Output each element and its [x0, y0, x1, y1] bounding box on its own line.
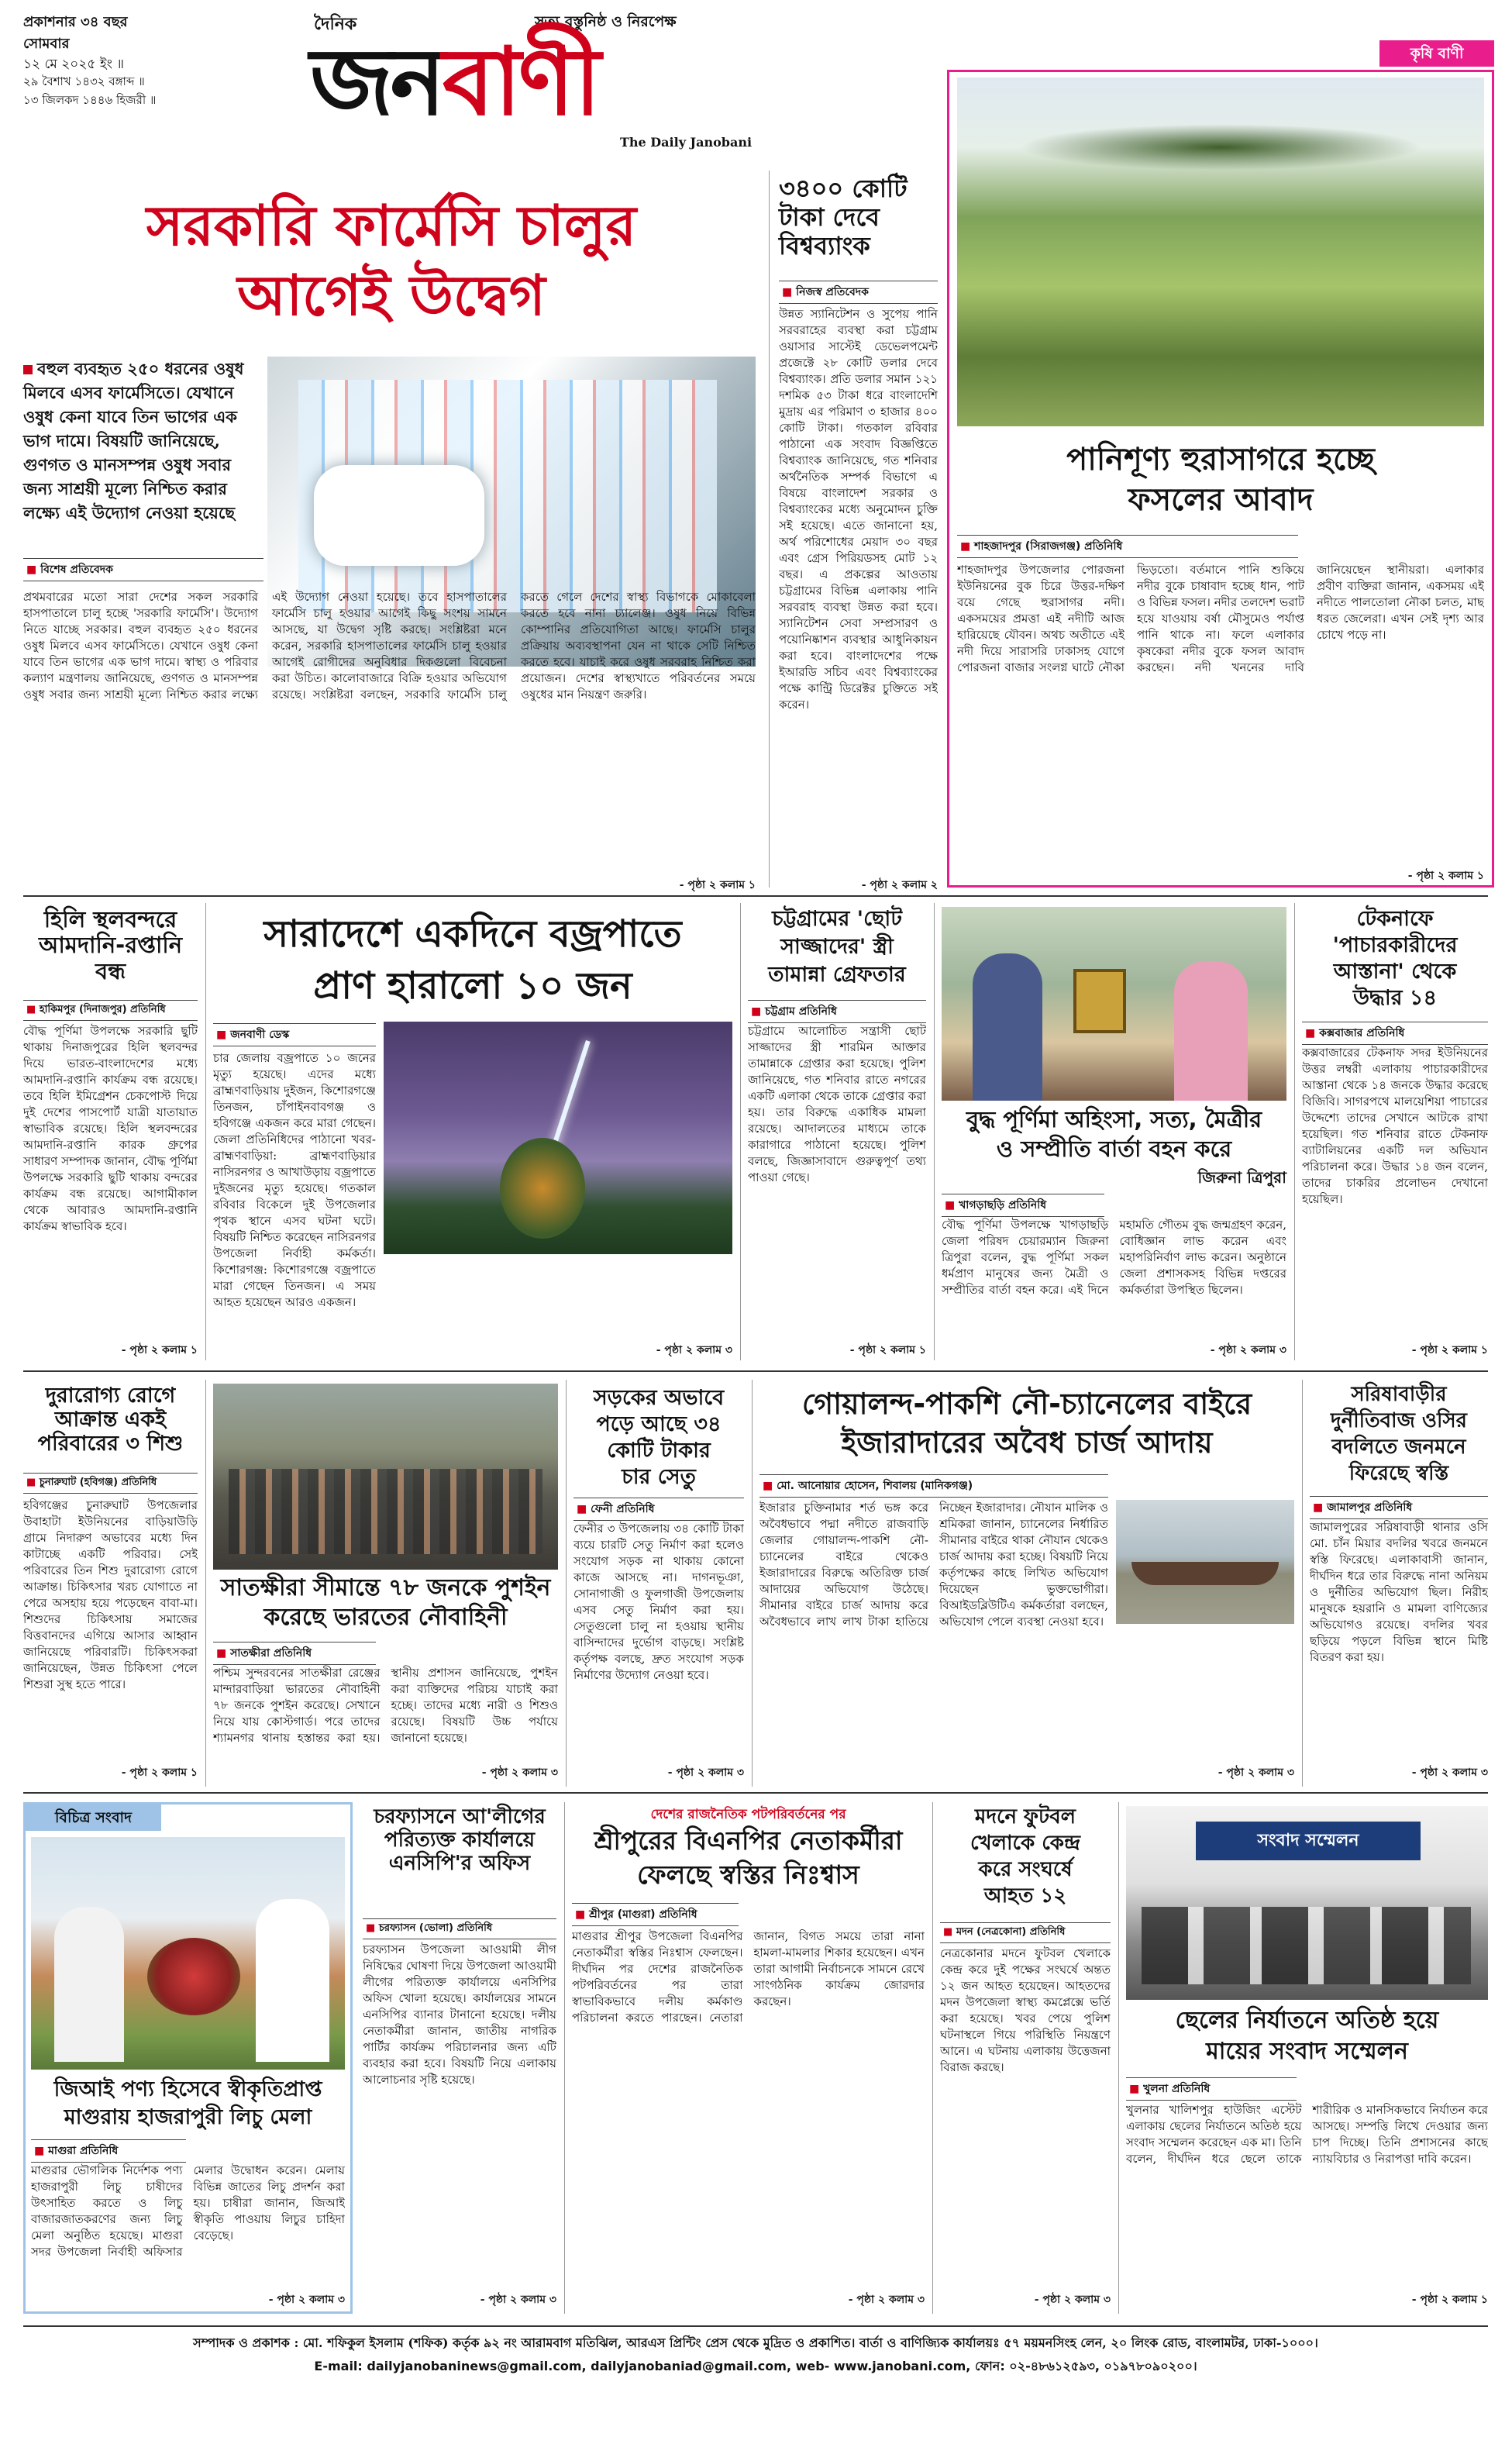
pushin-headline-2: করেছে ভারতের নৌবাহিনী — [263, 1604, 508, 1631]
divider — [1294, 903, 1295, 1360]
ctg-headline-1: চট্টগ্রামের 'ছোট — [772, 907, 902, 931]
pushin-body: পশ্চিম সুন্দরবনের সাতক্ষীরা রেঞ্জের মান্দারবাড়িয়া ভারতের নৌবাহিনী ৭৮ জনকে পুশইন করেছে। সেখানে নিয়ে যায় কোস্টগার্ড। পরে তাদের শ্যামনগর থানায় হস্তান্তর করা হয়। স্থানীয় প্রশাসন জানিয়েছে, পুশইন করা ব্যক্তিদের পরিচয় যাচাই করা হচ্ছে। তাদের মধ্যে নারী ও শিশুও রয়েছে। বিষয়টি উচ্চ পর্যায়ে জানানো হয়েছে। — [213, 1666, 558, 1745]
ncp-body: চরফ্যাসন উপজেলা আওয়ামী লীগ নিষিদ্ধের ঘোষণা দিয়ে উপজেলা আওয়ামী লীগের পরিত্যক্ত কার্যালয়ে এনসিপির অফিস খোলা হয়েছে। কার্যালয়ের সামনে এনসিপির ব্যানার টানানো হয়েছে। দলীয় নেতাকর্মীরা জানান, জাতীয় নাগরিক পার্টির কার্যক্রম পরিচালনার জন্য এটি ব্যবহার করা হবে। বিষয়টি নিয়ে এলাকায় আলোচনার সৃষ্টি হয়েছে। — [363, 1942, 556, 2087]
person-shape — [1174, 961, 1248, 1101]
wb-body: উন্নত স্যানিটেশন ও সুপেয় পানি সরবরাহের ব্যবস্থা করা চট্টগ্রাম ওয়াসার সাস্টেই ডেভেলপমেন্ট প্রজেক্টে ২৮ কোটি ডলার দেবে বিশ্বব্যাংক। প্রতি ডলার সমান ১২১ দশমিক ৫৩ টাকা ধরে বাংলাদেশি মুদ্রায় এর পরিমাণ ৩ হাজার ৪০০ কোটি টাকা। গতকাল রবিবার পাঠানো এক সংবাদ বিজ্ঞপ্তিতে বিশ্বব্যাংক জানিয়েছে, গত শনিবার অর্থনৈতিক সম্পর্ক বিভাগে এ বিষয়ে বাংলাদেশ সরকার ও বিশ্বব্যাংকের মধ্যে অনুমোদন চুক্তি সই হয়েছে। এতে জানানো হয়, অর্থ পরিশোধের মেয়াদ ৩০ বছর এবং গ্রেস পিরিয়ডসহ মোট ১২ বছর। এ প্রকল্পের আওতায় চট্টগ্রামের বিভিন্ন এলাকায় পানি সরবরাহ ব্যবস্থা উন্নত করা হবে। স্যানিটেশন সেবা সম্প্রসারণ ও পয়োনিষ্কাশন ব্যবস্থার আধুনিকায়ন করা হবে। বাংলাদেশের পক্ষে ইআরডি সচিব এবং বিশ্বব্যাংকের পক্ষে কান্ট্রি ডিরেক্টর চুক্তিতে সই করেন। — [779, 307, 938, 712]
rare-continued: - পৃষ্ঠা ২ কলাম ১ — [121, 1767, 198, 1779]
bridge-headline-3: কোটি টাকার — [607, 1439, 711, 1463]
pushin-headline-1: সাতক্ষীরা সীমান্তে ৭৮ জনকে পুশইন — [220, 1574, 551, 1601]
lead-continued: - পৃষ্ঠা ২ কলাম ১ — [679, 879, 756, 891]
sarisha-byline-text: জামালপুর প্রতিনিধি — [1327, 1501, 1413, 1514]
bridge-headline-1: সড়কের অভাবে — [593, 1386, 725, 1410]
sreepur-byline-text: শ্রীপুর (মাগুরা) প্রতিনিধি — [589, 1908, 697, 1921]
krishi-byline-text: শাহজাদপুর (সিরাজগঞ্জ) প্রতিনিধি — [974, 540, 1123, 553]
ncp-byline — [363, 1918, 556, 1939]
sreepur-body: মাগুরার শ্রীপুর উপজেলা বিএনপির নেতাকর্মীরা স্বস্তির নিঃশ্বাস ফেলছেন। দীর্ঘদিন পর দেশের রাজনৈতিক পটপরিবর্তনের পর তারা স্বাভাবিকভাবে দলীয় কর্মকাণ্ড পরিচালনা করতে পারছেন। নেতারা জানান, বিগত সময়ে তারা নানা হামলা-মামলার শিকার হয়েছেন। এখন তারা আগামী নির্বাচনকে সামনে রেখে সাংগঠনিক কার্যক্রম জোরদার করছেন। — [572, 1929, 925, 2025]
lightning-byline-text: জনবাণী ডেস্ক — [230, 1029, 290, 1041]
press-continued: - পৃষ্ঠা ২ কলাম ১ — [1411, 2294, 1488, 2306]
football-headline-4: আহত ১২ — [983, 1884, 1067, 1908]
krishi-tag: কৃষি বাণী — [1379, 40, 1494, 67]
sarisha-headline-1: সরিষাবাড়ীর — [1351, 1383, 1447, 1406]
lead-byline — [23, 558, 263, 581]
person-shape — [256, 1899, 329, 2062]
football-headline-1: মদনে ফুটবল — [974, 1805, 1076, 1829]
rare-byline-text: চুনারুঘাট (হবিগঞ্জ) প্রতিনিধি — [39, 1477, 157, 1488]
sarisha-body: জামালপুরের সরিষাবাড়ী থানার ওসি মো. চাঁন মিয়ার বদলির খবরে জনমনে স্বস্তি ফিরেছে। এলাকাবাসী জানান, দীর্ঘদিন ধরে তার বিরুদ্ধে নানা অনিয়ম ও দুর্নীতির অভিযোগ ছিল। নিরীহ মানুষকে হয়রানি ও মামলা বাণিজ্যের অভিযোগও রয়েছে। বদলির খবর ছড়িয়ে পড়লে বিভিন্ন স্থানে মিষ্টি বিতরণ করা হয়। — [1310, 1520, 1488, 1664]
tree-shape — [500, 1138, 585, 1239]
plaque-shape — [1073, 969, 1126, 1033]
hili-headline: হিলি স্থলবন্দরে আমদানি-রপ্তানি বন্ধ — [38, 906, 183, 984]
english-name: The Daily Janobani — [620, 135, 753, 150]
bichitra-headline-2: মাগুরায় হাজরাপুরী লিচু মেলা — [64, 2105, 312, 2129]
divider — [205, 903, 206, 1360]
bridge-headline-2: পড়ে আছে ৩৪ — [596, 1412, 722, 1436]
sreepur-kicker: দেশের রাজনৈতিক পটপরিবর্তনের পর — [650, 1807, 846, 1822]
byline-marker: ■ — [1305, 1027, 1320, 1039]
byline-marker: ■ — [782, 286, 797, 298]
teknaf-headline-4: উদ্ধার ১৪ — [1353, 986, 1437, 1010]
ctg-byline-text: চট্টগ্রাম প্রতিনিধি — [765, 1005, 837, 1018]
ncp-continued: - পৃষ্ঠা ২ কলাম ৩ — [480, 2294, 556, 2306]
teknaf-headline-1: টেকনাফে — [1356, 907, 1434, 931]
hand-shape — [314, 465, 484, 566]
press-byline-text: খুলনা প্রতিনিধি — [1143, 2083, 1211, 2095]
buddha-continued: - পৃষ্ঠা ২ কলাম ৩ — [1210, 1344, 1286, 1356]
bichitra-headline-1: জিআই পণ্য হিসেবে স্বীকৃতিপ্রাপ্ত — [53, 2077, 322, 2101]
ctg-headline-3: তামান্না গ্রেফতার — [768, 963, 906, 987]
buddha-speaker: জিরুনা ত্রিপুরা — [1197, 1168, 1286, 1187]
byline-marker: ■ — [763, 1480, 777, 1492]
teknaf-byline-text: কক্সবাজার প্রতিনিধি — [1319, 1027, 1405, 1039]
tree-line — [1019, 124, 1422, 171]
divider — [23, 1370, 1488, 1372]
hili-byline-text: হাকিমপুর (দিনাজপুর) প্রতিনিধি — [39, 1004, 166, 1015]
lightning-continued: - পৃষ্ঠা ২ কলাম ৩ — [656, 1344, 732, 1356]
rare-body: হবিগঞ্জের চুনারুঘাট উপজেলার উবাহাটা ইউনিয়নের বাড়িয়াউড়ি গ্রামে নিদারুণ অভাবের মধ্যে দিন কাটাচ্ছে একটি পরিবার। সেই পরিবারের তিন শিশু দুরারোগ্য রোগে আক্রান্ত। চিকিৎসার খরচ যোগাতে না পেরে অসহায় হয়ে পড়েছেন বাবা-মা। শিশুদের চিকিৎসায় সমাজের বিত্তবানদের এগিয়ে আসার আহ্বান জানিয়েছে পরিবারটি। চিকিৎসকরা জানিয়েছেন, উন্নত চিকিৎসা পেলে শিশুরা সুস্থ হতে পারে। — [23, 1498, 198, 1691]
press-byline — [1126, 2077, 1297, 2101]
ctg-byline — [748, 1000, 926, 1023]
boat-photo — [1116, 1500, 1294, 1624]
sreepur-headline-2: ফেলছে স্বস্তির নিঃশ্বাস — [637, 1860, 859, 1890]
byline-marker: ■ — [26, 1004, 40, 1015]
byline-marker: ■ — [1313, 1501, 1328, 1514]
divider — [1118, 1802, 1119, 2314]
date-hijri: ১৩ জিলকদ ১৪৪৬ হিজরী ॥ — [23, 93, 157, 107]
byline-marker: ■ — [26, 564, 41, 576]
divider — [769, 171, 770, 888]
title-part-jana: জন — [310, 29, 443, 136]
sarisha-headline-2: দুর্নীতিবাজ ওসির — [1331, 1409, 1467, 1432]
teknaf-headline-2: 'পাচারকারীদের — [1332, 933, 1458, 957]
footer-contact: E-mail: dailyjanobaninews@gmail.com, dailyjanobaniad@gmail.com, web- www.janobani.com, ফোন: ০২-৪৮৬১২৫৯৩, ০১৯৭৮০৯০২০০। — [314, 2359, 1197, 2373]
lightning-photo — [384, 1022, 732, 1254]
lead-headline-line-2: আগেই উদ্বেগ — [237, 263, 546, 328]
goalanda-byline — [759, 1474, 1108, 1498]
pushin-continued: - পৃষ্ঠা ২ কলাম ৩ — [481, 1767, 558, 1779]
sreepur-byline — [572, 1903, 739, 1926]
byline-marker: ■ — [577, 1503, 591, 1515]
divider — [1302, 1380, 1303, 1787]
ctg-body: চট্টগ্রামে আলোচিত সন্ত্রাসী ছোট সাজ্জাদের স্ত্রী শারমিন আক্তার তামান্নাকে গ্রেপ্তার করা হয়েছে। পুলিশ জানিয়েছে, গত শনিবার রাতে নগরের একটি এলাকা থেকে তাকে গ্রেপ্তার করা হয়। তার বিরুদ্ধে একাধিক মামলা রয়েছে। আদালতের মাধ্যমে তাকে কারাগারে পাঠানো হয়েছে। পুলিশ বলছে, জিজ্ঞাসাবাদে গুরুত্বপূর্ণ তথ্য পাওয়া গেছে। — [748, 1024, 926, 1184]
sreepur-headline-1: শ্রীপুরের বিএনপির নেতাকর্মীরা — [594, 1825, 903, 1856]
byline-marker: ■ — [943, 1926, 956, 1938]
byline-marker: ■ — [216, 1029, 231, 1041]
divider — [205, 1380, 206, 1787]
sarisha-headline-4: ফিরেছে স্বস্তি — [1348, 1462, 1449, 1485]
wb-headline: ৩৪০০ কোটি টাকা দেবে বিশ্বব্যাংক — [779, 174, 908, 260]
bridge-continued: - পৃষ্ঠা ২ কলাম ৩ — [667, 1767, 744, 1779]
divider — [23, 2325, 1488, 2327]
sarisha-continued: - পৃষ্ঠা ২ কলাম ৩ — [1411, 1767, 1488, 1779]
hili-continued: - পৃষ্ঠা ২ কলাম ১ — [121, 1344, 198, 1356]
teknaf-body: কক্সবাজারের টেকনাফ সদর ইউনিয়নের উত্তর লম্বরী এলাকায় পাচারকারীদের আস্তানা থেকে ১৪ জনকে উদ্ধার করেছে বিজিবি। সাগরপথে মালয়েশিয়া পাচারের উদ্দেশ্যে তাদের সেখানে আটকে রাখা হয়েছিল। গত শনিবার রাতে টেকনাফ ব্যাটালিয়নের একটি দল অভিযান পরিচালনা করে। উদ্ধার ১৪ জন বলেন, তাদের চাকরির প্রলোভন দেখানো হয়েছিল। — [1302, 1046, 1488, 1206]
football-headline-3: করে সংঘর্ষে — [978, 1858, 1073, 1881]
date-bangla: ২৯ বৈশাখ ১৪৩২ বঙ্গাব্দ ॥ — [23, 74, 145, 88]
byline-marker: ■ — [26, 1477, 40, 1488]
bichitra-byline-text: মাগুরা প্রতিনিধি — [48, 2145, 119, 2157]
hili-byline — [23, 1000, 198, 1021]
rare-byline — [23, 1473, 198, 1494]
lightning-headline-1: সারাদেশে একদিনে বজ্রপাতে — [263, 912, 682, 956]
byline-marker: ■ — [945, 1199, 959, 1212]
riverbed-photo — [957, 78, 1484, 426]
person-shape — [973, 953, 1042, 1101]
motto: সত্য বস্তুনিষ্ঠ ও নিরপেক্ষ — [535, 13, 677, 30]
bridge-byline-text: ফেনী প্রতিনিধি — [591, 1503, 655, 1515]
lead-summary-bullet — [23, 365, 33, 374]
lead-summary-text: বহুল ব্যবহৃত ২৫০ ধরনের ওষুধ মিলবে এসব ফার্মেসিতে। যেখানে ওষুধ কেনা যাবে তিন ভাগের এক ভাগ দামে। বিষয়টি জানিয়েছে, গুণগত ও মানসম্পন্ন ওষুধ সবার জন্য সাশ্রয়ী মূল্যে নিশ্চিত করার লক্ষ্যে এই উদ্যোগ নেওয়া হয়েছে — [23, 359, 244, 522]
press-headline-2: মায়ের সংবাদ সম্মেলন — [1206, 2038, 1408, 2065]
krishi-byline — [957, 535, 1298, 558]
lightning-headline-2: প্রাণ হারালো ১০ জন — [313, 964, 632, 1008]
boat-shape — [1131, 1562, 1279, 1585]
bichitra-body: মাগুরার ভৌগলিক নির্দেশক পণ্য হাজরাপুরী লিচু চাষীদের উৎসাহিত করতে ও লিচু বাজারজাতকরণের জন্য লিচু মেলা অনুষ্ঠিত হয়েছে। মাগুরা সদর উপজেলা নির্বাহী অফিসার মেলার উদ্বোধন করেন। মেলায় বিভিন্ন জাতের লিচু প্রদর্শন করা হয়। চাষীরা জানান, জিআই স্বীকৃতি পাওয়ায় লিচুর চাহিদা বেড়েছে। — [31, 2163, 345, 2259]
newspaper-title — [310, 29, 744, 136]
divider — [752, 1380, 753, 1787]
bichitra-continued: - পৃষ্ঠা ২ কলাম ৩ — [268, 2294, 345, 2306]
divider — [23, 1792, 1488, 1794]
person-shape — [54, 1907, 124, 2062]
football-body: নেত্রকোনার মদনে ফুটবল খেলাকে কেন্দ্র করে দুই পক্ষের সংঘর্ষে অন্তত ১২ জন আহত হয়েছেন। আহতদের মদন উপজেলা স্বাস্থ্য কমপ্লেক্সে ভর্তি করা হয়েছে। খবর পেয়ে পুলিশ ঘটনাস্থলে গিয়ে পরিস্থিতি নিয়ন্ত্রণে আনে। এ ঘটনায় এলাকায় উত্তেজনা বিরাজ করছে। — [940, 1946, 1111, 2074]
press-headline-1: ছেলের নির্যাতনে অতিষ্ঠ হয়ে — [1175, 2007, 1439, 2034]
buddha-headline-1: বুদ্ধ পূর্ণিমা অহিংসা, সত্য, মৈত্রীর — [966, 1106, 1262, 1132]
panel-shape — [1142, 1907, 1471, 1984]
wb-byline-text: নিজস্ব প্রতিবেদক — [796, 286, 869, 298]
divider — [934, 903, 935, 1360]
litchi-bunch — [147, 1938, 240, 2015]
buddha-byline-text: খাগড়াছড়ি প্রতিনিধি — [959, 1199, 1047, 1212]
edition-line: প্রকাশনার ৩৪ বছর — [23, 14, 128, 30]
press-body: খুলনার খালিশপুর হাউজিং এস্টেট এলাকায় ছেলের নির্যাতনে অতিষ্ঠ হয়ে সংবাদ সম্মেলন করেছেন এক মা। তিনি বলেন, দীর্ঘদিন ধরে ছেলে তাকে শারীরিক ও মানসিকভাবে নির্যাতন করে আসছে। সম্পত্তি লিখে দেওয়ার জন্য চাপ দিচ্ছে। তিনি প্রশাসনের কাছে ন্যায়বিচার ও নিরাপত্তা দাবি করেন। — [1126, 2103, 1488, 2166]
ctg-headline-2: সাজ্জাদের' স্ত্রী — [780, 935, 894, 959]
byline-marker: ■ — [34, 2145, 49, 2157]
bichitra-tag: বিচিত্র সংবাদ — [26, 1804, 161, 1831]
lightning-body: চার জেলায় বজ্রপাতে ১০ জনের মৃত্যু হয়েছে। এদের মধ্যে ব্রাহ্মণবাড়িয়ায় দুইজন, কিশোরগঞ্জে তিনজন, চাঁপাইনবাবগঞ্জ ও হবিগঞ্জে একজন করে মারা গেছেন। জেলা প্রতিনিধিদের পাঠানো খবর- ব্রাহ্মণবাড়িয়া: ব্রাহ্মণবাড়িয়ার নাসিরনগর ও আখাউড়ায় বজ্রপাতে দুইজনের মৃত্যু হয়েছে। গতকাল রবিবার বিকেলে দুই উপজেলার পৃথক স্থানে এসব ঘটনা ঘটে। বিষয়টি নিশ্চিত করেছেন নাসিরনগর উপজেলা নির্বাহী কর্মকর্তা। কিশোরগঞ্জ: কিশোরগঞ্জে বজ্রপাতে মারা গেছেন তিনজন। এ সময় আহত হয়েছেন আরও একজন। — [213, 1051, 376, 1309]
ncp-headline: চরফ্যাসনে আ'লীগের পরিত্যক্ত কার্যালয়ে এনসিপি'র অফিস — [374, 1805, 546, 1875]
teknaf-continued: - পৃষ্ঠা ২ কলাম ১ — [1411, 1344, 1488, 1356]
football-byline — [940, 1922, 1111, 1943]
ctg-continued: - পৃষ্ঠা ২ কলাম ১ — [849, 1344, 926, 1356]
sarisha-byline — [1310, 1496, 1488, 1519]
lead-body: প্রথমবারের মতো সারা দেশের সকল সরকারি হাসপাতালে চালু হচ্ছে 'সরকারি ফার্মেসি'। উদ্যোগ নিতে যাচ্ছে সরকার। বহুল ব্যবহৃত ২৫০ ধরনের ওষুধ মিলবে এসব ফার্মেসিতে। যেখানে ওষুধ কেনা যাবে তিন ভাগের এক ভাগ দামে। স্বাস্থ্য ও পরিবার কল্যাণ মন্ত্রণালয় জানিয়েছে, গুণগত ও মানসম্পন্ন ওষুধ সবার জন্য সাশ্রয়ী মূল্যে নিশ্চিত করার লক্ষ্যে এই উদ্যোগ নেওয়া হয়েছে। তবে হাসপাতালের ফার্মেসি চালু হওয়ার আগেই কিছু সংশয় সামনে আসছে, যা উদ্বেগ সৃষ্টি করছে। সংশ্লিষ্টরা মনে করেন, সরকারি হাসপাতালের ফার্মেসি চালু হওয়ার আগেই রোগীদের অনুবিধার দিকগুলো বিবেচনা করা উচিত। কালোবাজারে বিক্রি হওয়ার অভিযোগ রয়েছে। সংশ্লিষ্টরা বলছেন, সরকারি ফার্মেসি চালু করতে গেলে দেশের স্বাস্থ্য বিভাগকে মোকাবেলা করতে হবে নানা চ্যালেঞ্জ। ওষুধ নিয়ে বিভিন্ন কোম্পানির প্রতিযোগিতা আছে। ফার্মেসি চালুর প্রক্রিয়ায় অব্যবস্থাপনা যেন না থাকে সেটি নিশ্চিত করতে হবে। যাচাই করে ওষুধ সরবরাহ নিশ্চিত করা প্রয়োজন। দেশের স্বাস্থ্যখাতে পরিবর্তনের সময়ে ওষুধের মান নিয়ন্ত্রণ জরুরি। — [23, 590, 756, 701]
buddha-byline — [942, 1194, 1104, 1217]
goalanda-body: ইজারার চুক্তিনামার শর্ত ভঙ্গ করে অবৈধভাবে পদ্মা নদীতে রাজবাড়ি জেলার গোয়ালন্দ-পাকশি নৌ-চ্যানেলের বাইরে থেকেও ইজারাদারের বিরুদ্ধে অতিরিক্ত চার্জ আদায়ের অভিযোগ উঠেছে। সীমানার বাইরে চার্জ আদায় করে অবৈধভাবে লাখ লাখ টাকা হাতিয়ে নিচ্ছেন ইজারাদার। নৌযান মালিক ও শ্রমিকরা জানান, চ্যানেলের নির্ধারিত সীমানার বাইরে থাকা নৌযান থেকেও চার্জ আদায় করা হচ্ছে। বিষয়টি নিয়ে কর্তৃপক্ষের কাছে লিখিত অভিযোগ দিয়েছেন ভুক্তভোগীরা। বিআইডব্লিউটিএ কর্মকর্তারা বলছেন, অভিযোগ পেলে ব্যবস্থা নেওয়া হবে। — [759, 1501, 1108, 1629]
sreepur-continued: - পৃষ্ঠা ২ কলাম ৩ — [848, 2294, 925, 2306]
football-byline-text: মদন (নেত্রকোনা) প্রতিনিধি — [956, 1926, 1066, 1938]
day-label: সোমবার — [23, 36, 70, 52]
footer-imprint: সম্পাদক ও প্রকাশক : মো. শফিকুল ইসলাম (শফিক) কর্তৃক ৯২ নং আরামবাগ মতিঝিল, আরএস প্রিন্টিং প্রেস থেকে মুদ্রিত ও প্রকাশিত। বার্তা ও বাণিজ্যিক কার্যালয়ঃ ৫৭ ময়মনসিংহ লেন, ২০ লিংক রোড, বাংলামটর, ঢাকা-১০০০। — [193, 2335, 1318, 2350]
press-banner: সংবাদ সম্মেলন — [1196, 1822, 1421, 1860]
byline-marker: ■ — [1129, 2083, 1144, 2095]
goalanda-continued: - পৃষ্ঠা ২ কলাম ৩ — [1218, 1767, 1294, 1779]
pushin-byline-text: সাতক্ষীরা প্রতিনিধি — [230, 1647, 312, 1660]
teknaf-headline-3: আস্তানা' থেকে — [1333, 960, 1457, 984]
teknaf-byline — [1302, 1022, 1488, 1045]
wb-byline — [779, 281, 938, 304]
sarisha-headline-3: বদলিতে জনমনে — [1331, 1436, 1466, 1459]
rare-headline: দুরারোগ্য রোগে আক্রান্ত একই পরিবারের ৩ শিশু — [37, 1384, 184, 1456]
lightning-byline — [213, 1023, 376, 1046]
divider — [564, 1802, 565, 2314]
litchi-fair-photo — [31, 1837, 345, 2070]
football-headline-2: খেলাকে কেন্দ্র — [970, 1832, 1080, 1855]
buddha-body: বৌদ্ধ পূর্ণিমা উপলক্ষে খাগড়াছড়ি জেলা পরিষদ চেয়ারম্যান জিরুনা ত্রিপুরা বলেন, বুদ্ধ পূর্ণিমা সকল ধর্মপ্রাণ মানুষের জন্য মৈত্রী ও সম্প্রীতির বার্তা বহন করে। এই দিনে মহামতি গৌতম বুদ্ধ জন্মগ্রহণ করেন, বোধিজ্ঞান লাভ করেন এবং মহাপরিনির্বাণ লাভ করেন। অনুষ্ঠানে জেলা প্রশাসকসহ বিভিন্ন দপ্তরের কর্মকর্তারা উপস্থিত ছিলেন। — [942, 1218, 1286, 1297]
press-conference-photo — [1126, 1806, 1488, 2000]
krishi-headline-1: পানিশূণ্য হুরাসাগরে হচ্ছে — [1066, 442, 1375, 477]
lead-byline-text: বিশেষ প্রতিবেদক — [40, 564, 113, 576]
buddha-headline-2: ও সম্প্রীতি বার্তা বহন করে — [996, 1136, 1232, 1162]
byline-marker: ■ — [960, 540, 975, 553]
date-english: ১২ মে ২০২৫ ইং ॥ — [23, 57, 125, 72]
wb-continued: - পৃষ্ঠা ২ কলাম ২ — [861, 879, 938, 891]
goalanda-byline-text: মো. আনোয়ার হোসেন, শিবালয় (মানিকগঞ্জ) — [777, 1480, 973, 1492]
divider — [566, 1380, 567, 1787]
krishi-continued: - পৃষ্ঠা ২ কলাম ১ — [1407, 870, 1484, 882]
krishi-body: শাহজাদপুর উপজেলার পোরজনা ইউনিয়নের বুক চিরে উত্তর-দক্ষিণ বয়ে গেছে হুরাসাগর নদী। একসময়ের প্রমত্তা এই নদীটি আজ হারিয়েছে যৌবন। অথচ অতীতে এই নদী দিয়ে সারাসরি ঢাকাসহ যোগে পোরজনা বাজার সংলগ্ন ঘাটে নৌকা ভিড়তো। বর্তমানে পানি শুকিয়ে নদীর বুকে চাষাবাদ হচ্ছে ধান, পাট ও বিভিন্ন ফসল। নদীর তলদেশ ভরাট হয়ে যাওয়ায় বর্ষা মৌসুমেও পর্যাপ্ত পানি থাকে না। ফলে এলাকার কৃষকেরা নদীর বুকে ফসল আবাদ করছেন। নদী খননের দাবি জানিয়েছেন স্থানীয়রা। এলাকার প্রবীণ ব্যক্তিরা জানান, একসময় এই নদীতে পালতোলা নৌকা চলত, মাছ ধরত জেলেরা। এখন সেই দৃশ্য আর চোখে পড়ে না। — [957, 563, 1484, 674]
title-part-bani: বাণী — [443, 29, 598, 136]
divider — [932, 1802, 933, 2314]
pushin-photo — [213, 1384, 558, 1570]
byline-marker: ■ — [366, 1922, 379, 1934]
football-continued: - পৃষ্ঠা ২ কলাম ৩ — [1034, 2294, 1111, 2306]
krishi-headline-2: ফসলের আবাদ — [1128, 482, 1314, 518]
byline-marker: ■ — [751, 1005, 766, 1018]
divider — [23, 895, 1488, 897]
daily-label: দৈনিক — [314, 14, 357, 34]
pushin-byline — [213, 1642, 376, 1665]
award-photo — [942, 907, 1286, 1101]
bichitra-byline — [31, 2139, 186, 2163]
bridge-headline-4: চার সেতু — [622, 1465, 696, 1489]
ncp-byline-text: চরফ্যাসন (ভোলা) প্রতিনিধি — [378, 1922, 493, 1934]
byline-marker: ■ — [575, 1908, 590, 1921]
bridge-body: ফেনীর ৩ উপজেলায় ৩৪ কোটি টাকা ব্যয়ে চারটি সেতু নির্মাণ করা হলেও সংযোগ সড়ক না থাকায় কোনো কাজে আসছে না। দাগনভূঞা, সোনাগাজী ও ফুলগাজী উপজেলায় এসব সেতু নির্মাণ করা হয়। সেতুগুলো চালু না হওয়ায় স্থানীয় বাসিন্দাদের দুর্ভোগ বাড়ছে। সংশ্লিষ্ট কর্তৃপক্ষ বলছে, দ্রুত সংযোগ সড়ক নির্মাণের উদ্যোগ নেওয়া হবে। — [573, 1522, 744, 1682]
goalanda-headline-1: গোয়ালন্দ-পাকশি নৌ-চ্যানেলের বাইরে — [801, 1387, 1252, 1421]
lead-summary — [23, 357, 263, 558]
lead-headline-line-1: সরকারি ফার্মেসি চালুর — [146, 193, 637, 258]
goalanda-headline-2: ইজারাদারের অবৈধ চার্জ আদায় — [841, 1425, 1213, 1460]
divider — [740, 903, 741, 1360]
byline-marker: ■ — [216, 1647, 231, 1660]
hili-body: বৌদ্ধ পূর্ণিমা উপলক্ষে সরকারি ছুটি থাকায় দিনাজপুরের হিলি স্থলবন্দর দিয়ে ভারত-বাংলাদেশের মধ্যে আমদানি-রপ্তানি কার্যক্রম বন্ধ রয়েছে। তবে হিলি ইমিগ্রেশন চেকপোস্ট দিয়ে দুই দেশের পাসপোর্ট যাত্রী যাতায়াত স্বাভাবিক রয়েছে। হিলি স্থলবন্দরের আমদানি-রপ্তানি কারক গ্রুপের সাধারণ সম্পাদক জানান, বৌদ্ধ পূর্ণিমা উপলক্ষে সরকারি ছুটি থাকায় বন্দরের কার্যক্রম বন্ধ রয়েছে। আগামীকাল থেকে আবারও আমদানি-রপ্তানি কার্যক্রম স্বাভাবিক হবে। — [23, 1024, 198, 1233]
crowd-shape — [229, 1469, 542, 1554]
bridge-byline — [573, 1498, 744, 1521]
